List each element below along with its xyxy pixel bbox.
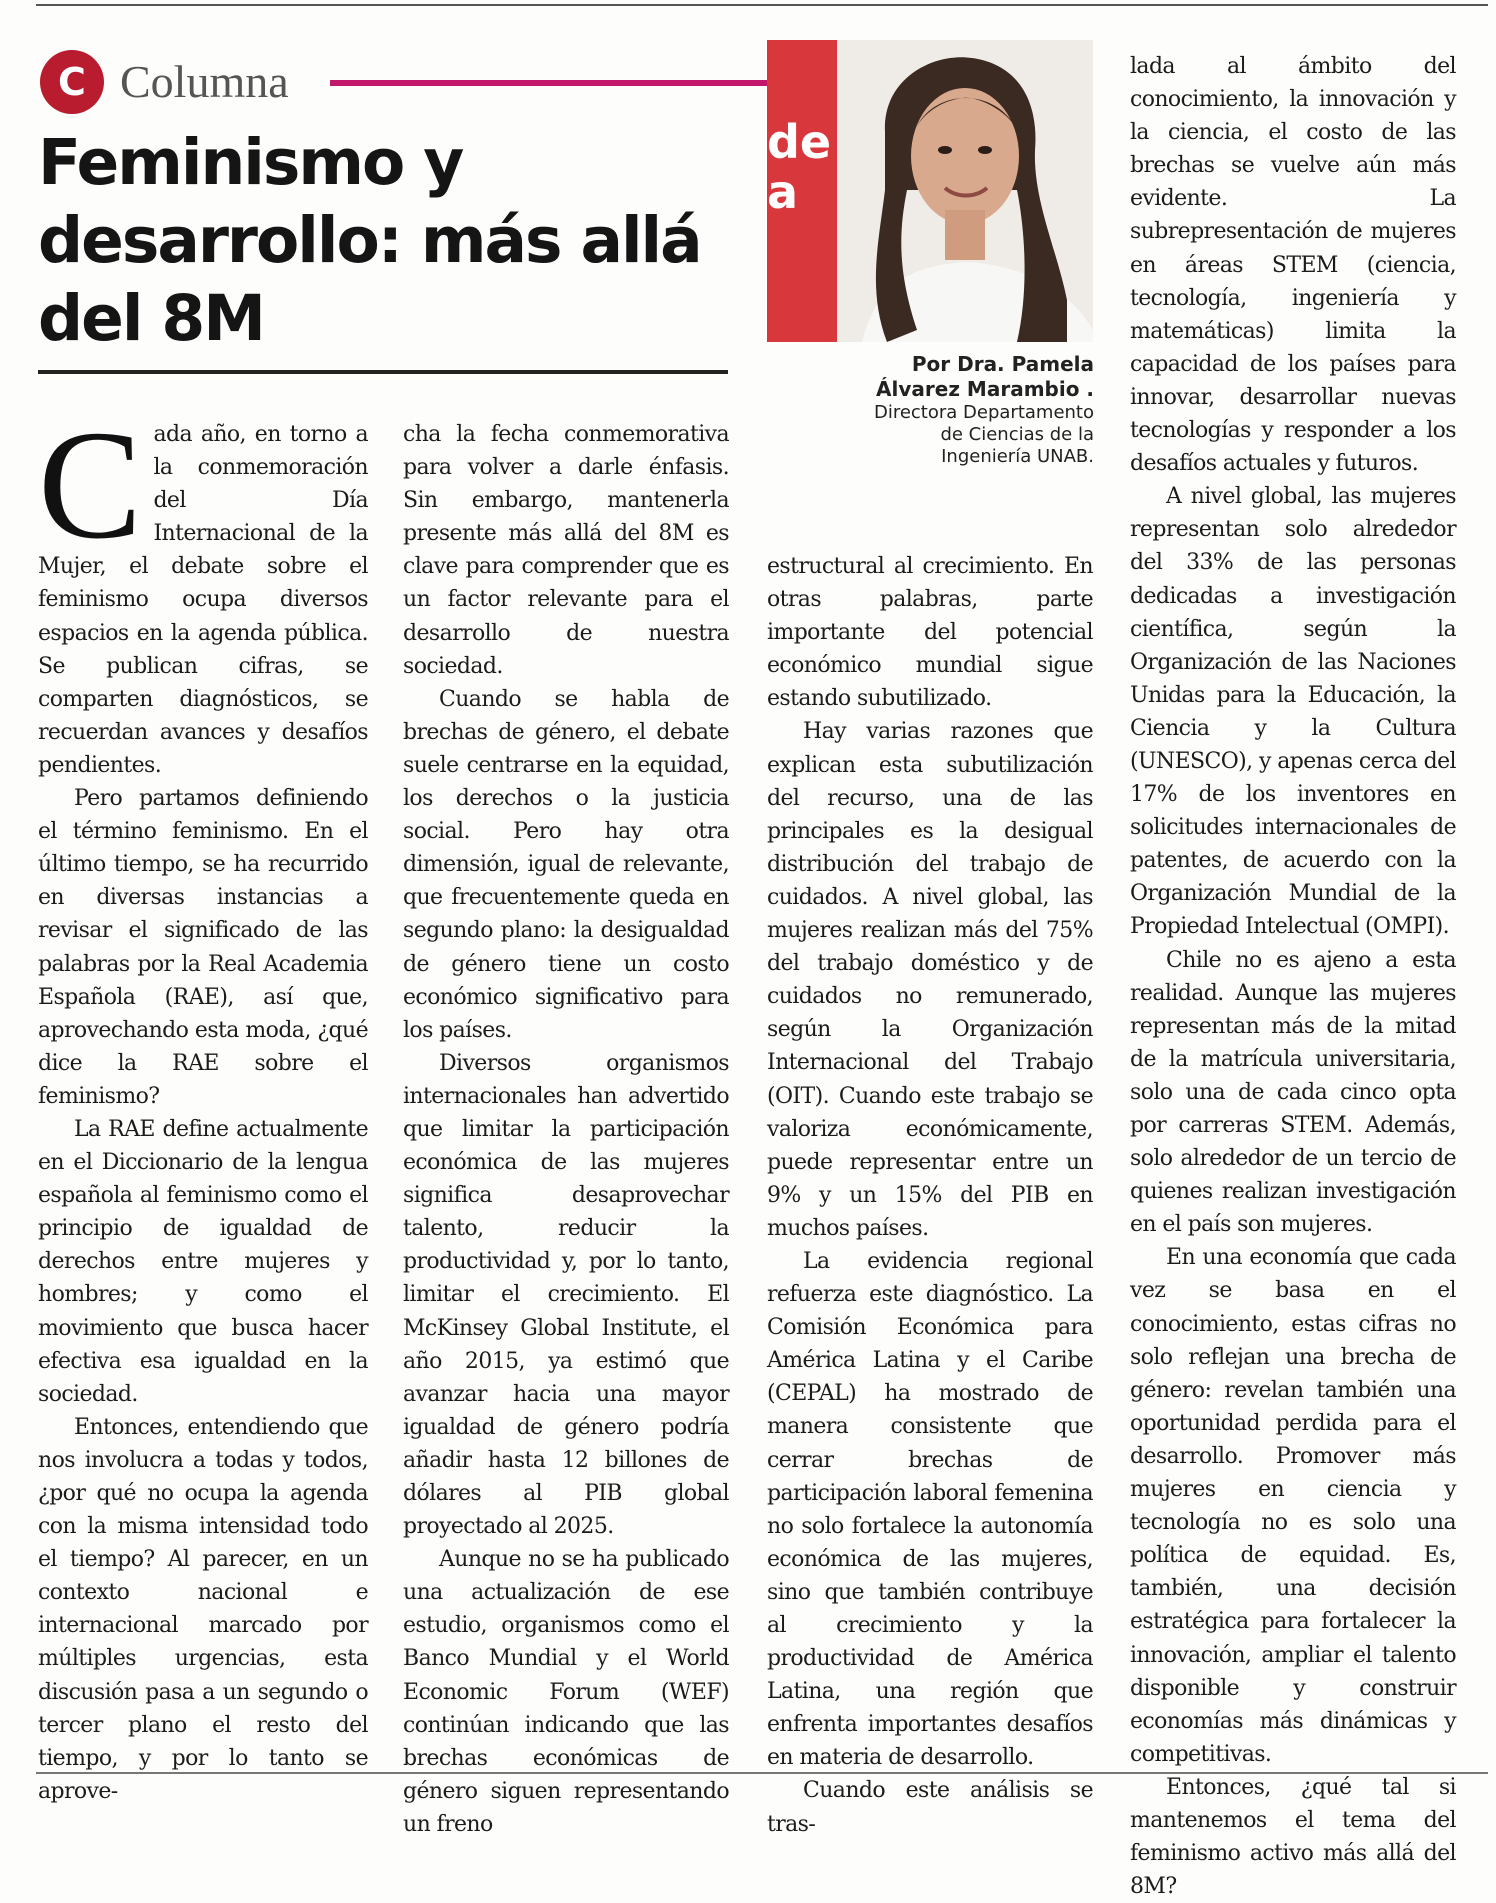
paragraph: La evidencia regional refuerza este diagnóstico. La Comisión Económica para América Latina y el Caribe (CEPAL) ha mostrado de manera consistente que cerrar brechas de participación laboral femenina no solo fortalece la autonomía económica de las mujeres, sino que también contribuye al crecimiento y la productividad de América Latina, una región que enfrenta importantes desafíos en materia de desarrollo. [767, 1248, 1093, 1771]
section-accent-line [330, 80, 808, 86]
paragraph: A nivel global, las mujeres representan solo alrededor del 33% de las personas dedicadas a investigación científica, según la Organización de las Naciones Unidas para la Educación, la Ciencia y la Cultura (UNESCO), y apenas cerca del 17% de los inventores en solicitudes internacionales de patentes, de acuerdo con la Organización Mundial de la Propiedad Intelectual (OMPI). [1130, 484, 1456, 940]
article-column-4 [1130, 50, 1456, 1903]
author-portrait-icon [767, 40, 1093, 342]
paragraph: Entonces, ¿qué tal si mantenemos el tema del feminismo activo más allá del 8M? [1130, 1774, 1456, 1900]
section-header [40, 44, 770, 108]
paragraph: Cuando se habla de brechas de género, el debate suele centrarse en la equidad, los derechos o la justicia social. Pero hay otra dimensión, igual de relevante, que frecuentemente queda en segundo plano: la desigualdad de género tiene un costo económico significativo para los países. [403, 686, 729, 1043]
author-name: Por Dra. Pamela Álvarez Marambio . [876, 352, 1094, 401]
headline-rule [38, 370, 728, 374]
byline [866, 352, 1094, 468]
author-photo [767, 40, 1093, 342]
headline: Feminismo y desarrollo: más allá del 8M [38, 126, 701, 355]
paragraph: Diversos organismos internacionales han advertido que limitar la participación económica de las mujeres significa desaprovechar talento, reducir la productividad y, por lo tanto, limitar el crecimiento. El McKinsey Global Institute, el año 2015, ya estimó que avanzar hacia una mayor igualdad de género podría añadir hasta 12 billones de dólares al PIB global proyectado al 2025. [403, 1050, 729, 1540]
paragraph: Entonces, entendiendo que nos involucra a todas y todos, ¿por qué no ocupa la agenda con la misma intensidad todo el tiempo? Al parecer, en un contexto nacional e internacional marcado por múltiples urgencias, esta discusión pasa a un segundo o tercer plano el resto del tiempo, y por lo tanto se aprove- [38, 1414, 368, 1804]
article-column-1 [38, 398, 368, 1808]
paragraph: Hay varias razones que explican esta subutilización del recurso, una de las principales es la desigual distribución del trabajo de cuidados. A nivel global, las mujeres realizan más del 75% del trabajo doméstico y de cuidados no remunerado, según la Organización Internacional del Trabajo (OIT). Cuando este trabajo se valoriza económicamente, puede representar entre un 9% y un 15% del PIB en muchos países. [767, 719, 1093, 1241]
paragraph: Chile no es ajeno a esta realidad. Aunque las mujeres representan más de la mitad de la matrícula universitaria, solo una de cada cinco opta por carreras STEM. Además, solo alrededor de un tercio de quienes realizan investigación en el país son mujeres. [1130, 947, 1456, 1238]
author-role: Directora Departamento de Ciencias de la Ingeniería UNAB. [873, 402, 1094, 467]
article-column-3 [767, 550, 1093, 1841]
paragraph: La RAE define actualmente en el Diccionario de la lengua española al feminismo como el principio de igualdad de derechos entre mujeres y hombres; y como el movimiento que busca hacer efectiva esa igualdad en la sociedad. [38, 1116, 368, 1407]
paragraph: Aunque no se ha publicado una actualización de ese estudio, organismos como el Banco Mundial y el World Economic Forum (WEF) continúan indicando que las brechas económicas de género siguen representando un freno [403, 1547, 729, 1837]
paragraph: Pero partamos definiendo el término feminismo. En el último tiempo, se ha recurrido en diversas instancias a revisar el significado de las palabras por la Real Academia Española (RAE), así que, aprovechando esta moda, ¿qué dice la RAE sobre el feminismo? [38, 786, 368, 1109]
paragraph: cha la fecha conmemorativa para volver a darle énfasis. Sin embargo, mantenerla presente más allá del 8M es clave para comprender que es un factor relevante para el desarrollo de nuestra sociedad. [403, 422, 729, 679]
backdrop-text-1: de [767, 115, 832, 169]
paragraph-text: ada año, en torno a la conmemoración del Día Internacional de la Mujer, el debate sobre el feminismo ocupa diversos espacios en la agenda pública. Se publican cifras, se comparten diagnósticos, se recuerdan avances y desafíos pendientes. [38, 422, 368, 778]
bottom-rule [36, 1772, 1488, 1774]
top-rule [36, 4, 1488, 6]
paragraph: lada al ámbito del conocimiento, la innovación y la ciencia, el costo de las brechas se vuelve aún más evidente. La subrepresentación de mujeres en áreas STEM (ciencia, tecnología, ingeniería y matemáticas) limita la capacidad de los países para innovar, desarrollar nuevas tecnologías y responder a los desafíos actuales y futuros. [1130, 54, 1456, 477]
paragraph [38, 398, 368, 782]
paragraph: estructural al crecimiento. En otras palabras, parte importante del potencial económico mundial sigue estando subutilizado. [767, 554, 1093, 712]
backdrop-text-2: a [767, 165, 799, 219]
article-column-2 [403, 418, 729, 1841]
dropcap: C [38, 398, 142, 571]
column-badge-icon: C [40, 50, 104, 114]
section-label: Columna [120, 56, 289, 107]
paragraph: Cuando este análisis se tras- [767, 1778, 1093, 1837]
paragraph: En una economía que cada vez se basa en el conocimiento, estas cifras no solo reflejan una brecha de género: revelan también una oportunidad perdida para el desarrollo. Promover más mujeres en ciencia y tecnología no es solo una política de equidad. Es, también, una decisión estratégica para fortalecer la innovación, ampliar el talento disponible y construir economías más dinámicas y competitivas. [1130, 1245, 1456, 1767]
